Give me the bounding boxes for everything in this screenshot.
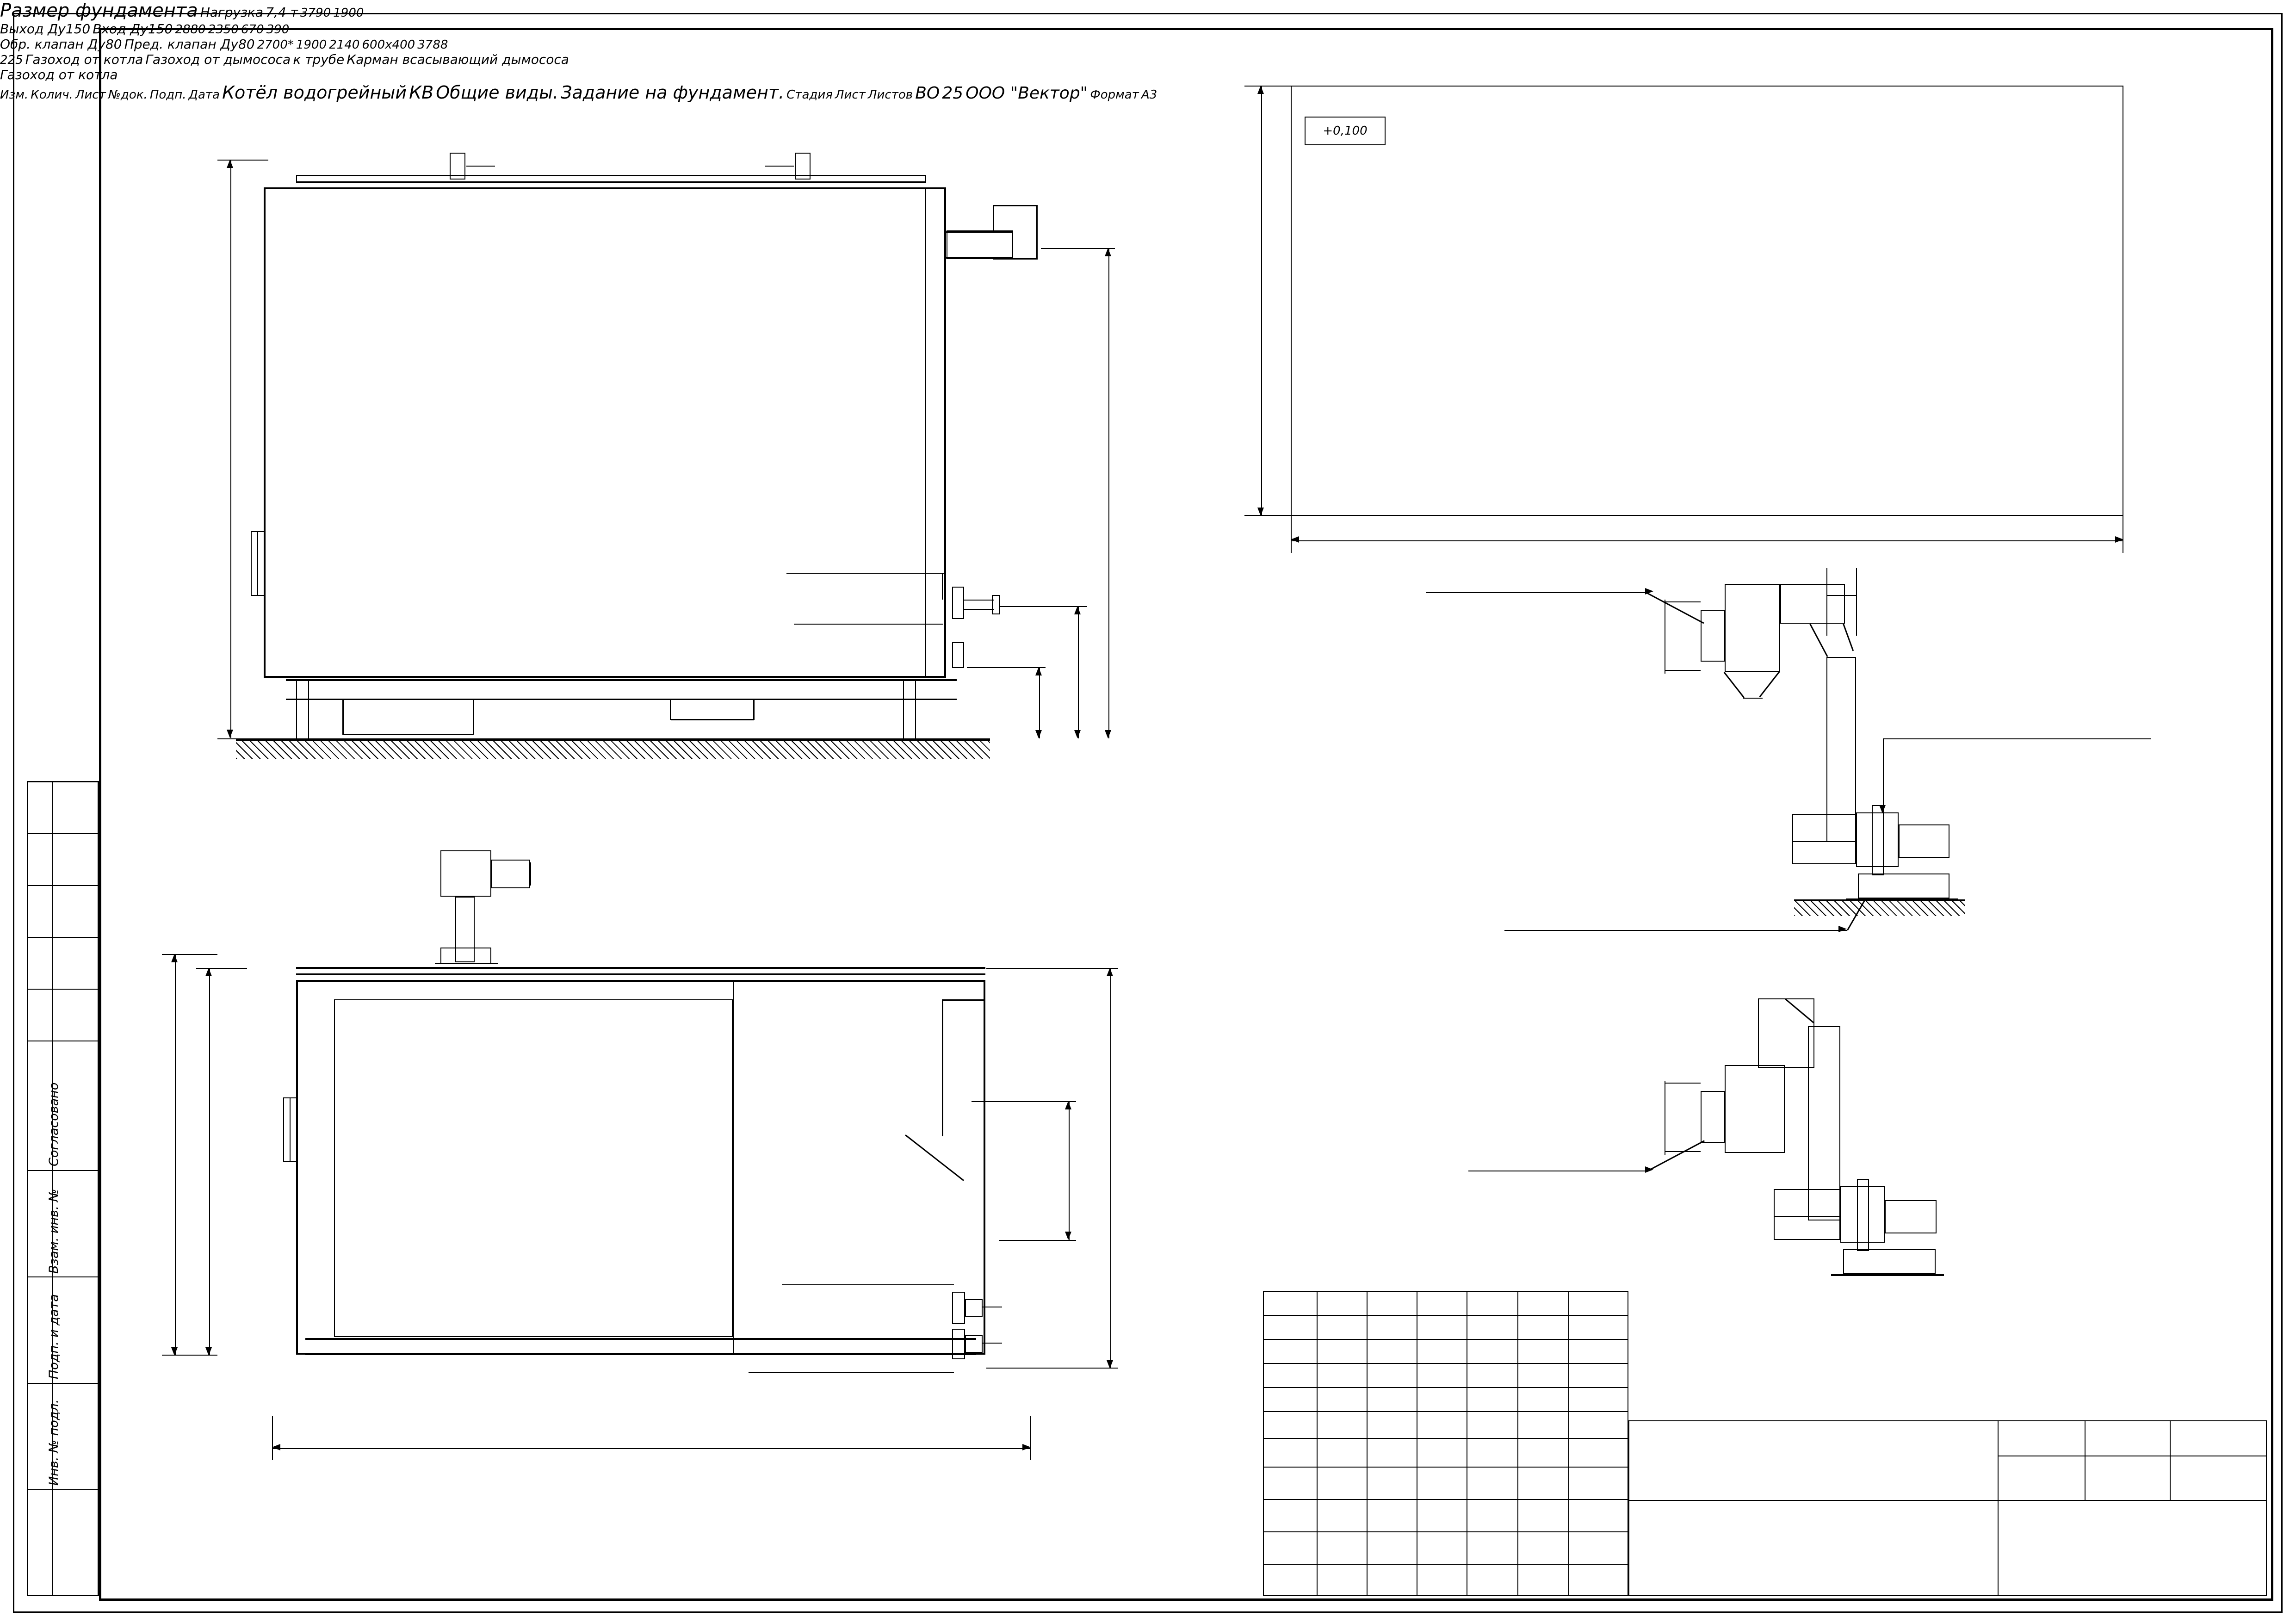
burner-flange	[440, 948, 491, 964]
flue-225-dim: 225	[0, 53, 23, 67]
rev-header-izm: Изм.	[0, 88, 29, 102]
stage-header: Стадия	[786, 88, 833, 102]
rev-header-list: Лист	[75, 88, 106, 102]
check-valve-label: Обр. клапан Ду80	[0, 37, 122, 52]
lifting-lug-left	[450, 153, 465, 180]
check-valve-du80	[965, 1299, 983, 1317]
front-2140-dim-line	[1110, 968, 1111, 1369]
front-1900-dim: 1900	[296, 38, 327, 52]
side-total-height-dim: 2880	[175, 23, 206, 37]
side-2350-dim: 2350	[208, 23, 239, 37]
elevation-mark-box	[1305, 117, 1386, 145]
suction-pocket-label: Карман всасывающий дымососа	[347, 52, 569, 67]
load-value: 7,4 т	[266, 5, 298, 20]
revision-table	[1263, 1291, 1628, 1596]
sheets-header: Листов	[867, 88, 913, 102]
cyclone-body	[1725, 584, 1780, 672]
suction-pocket-lower	[1774, 1189, 1840, 1240]
front-2140-dim: 2140	[329, 38, 360, 52]
gas-duct-from-boiler-label-upper: Газоход от котла	[25, 52, 143, 67]
gas-duct-from-boiler-label-lower: Газоход от котла	[0, 67, 118, 82]
rev-header-ndok: №док.	[108, 88, 148, 102]
stamp-label-vzam-inv: Взам. инв. №	[47, 1189, 61, 1274]
format-value: А3	[1141, 88, 1157, 102]
flue-box-lower	[1725, 1065, 1785, 1153]
foundation-title: Размер фундамента	[0, 0, 198, 21]
flue-225-dim-line	[1826, 595, 1856, 596]
side-390-dim: 390	[266, 23, 290, 37]
load-label: Нагрузка	[200, 5, 264, 20]
gas-duct-to-chimney-label-l2: к трубе	[293, 52, 345, 67]
gas-duct-to-chimney-label-l1: Газоход от дымососа	[145, 52, 291, 67]
fan-motor-upper	[1899, 824, 1949, 858]
lifting-lug-right	[795, 153, 811, 180]
stamp-label-soglasovano: Согласовано	[47, 1082, 61, 1166]
doc-name-line2: Задание на фундамент.	[561, 82, 785, 103]
front-length-dim: 3788	[417, 38, 448, 52]
flue-cone-upper	[993, 206, 994, 232]
object-name-line1: Котёл водогрейный	[222, 82, 407, 103]
stage-value: ВО	[915, 84, 940, 103]
flue-transition-upper	[1701, 610, 1725, 662]
front-2700-dim-line	[175, 954, 176, 1355]
foundation-width-dim-line	[1291, 540, 2123, 541]
elevation-mark-text: +0,100	[1323, 124, 1368, 138]
blower-housing	[440, 850, 491, 897]
company-name: ООО "Вектор"	[965, 84, 1088, 103]
safety-valve-label: Пред. клапан Ду80	[124, 37, 255, 52]
title-block-main	[1628, 1420, 2267, 1596]
object-name-line2: КВ	[409, 82, 434, 103]
rev-header-kolich: Колич.	[31, 88, 73, 102]
side-670-dim-line	[1078, 606, 1079, 738]
fan-inlet-flange-upper	[1872, 805, 1884, 875]
inlet-label: Вход Ду150	[93, 21, 173, 37]
foundation-height-dim-line	[1261, 86, 1262, 516]
sheet-header: Лист	[835, 88, 866, 102]
side-670-dim: 670	[241, 23, 264, 37]
fan-base-lower	[1843, 1249, 1936, 1274]
sheet-value: 25	[942, 84, 964, 103]
front-length-dim-line	[272, 1448, 1031, 1449]
inlet-nozzle-du150	[952, 642, 964, 668]
ground-hatch-flue-upper	[1794, 900, 1965, 916]
side-height-dim-line	[230, 160, 231, 738]
safety-valve-du80	[965, 1335, 983, 1353]
boiler-side-body	[264, 187, 946, 678]
stamp-label-podp-data: Подп. и дата	[47, 1294, 61, 1379]
format-label: Формат	[1090, 88, 1139, 102]
front-600x400-dim: 600х400	[362, 38, 415, 52]
foundation-height-dim: 1900	[333, 6, 364, 20]
fan-motor-lower	[1885, 1200, 1937, 1233]
flue-elbow-lower	[1758, 998, 1814, 1068]
flue-elbow-upper	[1780, 584, 1845, 624]
foundation-outline	[1291, 86, 2123, 516]
outlet-label: Выход Ду150	[0, 21, 91, 37]
suction-pocket-upper	[1792, 814, 1856, 864]
fan-base-upper	[1858, 873, 1949, 898]
side-390-dim-line	[1039, 667, 1040, 738]
foundation-width-dim: 3790	[300, 6, 331, 20]
flue-outlet-side	[947, 230, 1013, 259]
flue-transition-lower	[1701, 1091, 1725, 1143]
rev-header-podp: Подп.	[149, 88, 186, 102]
front-1900-dim-line	[209, 968, 210, 1355]
doc-name-line1: Общие виды.	[436, 82, 559, 103]
rev-header-data: Дата	[188, 88, 220, 102]
fan-inlet-flange-lower	[1857, 1179, 1869, 1251]
front-2700-dim: 2700*	[257, 38, 294, 52]
front-600x400-dim-line	[1069, 1101, 1070, 1240]
outlet-nozzle-du150	[952, 587, 964, 619]
left-margin-stamp	[27, 781, 99, 1596]
blower-motor	[491, 860, 530, 888]
ground-hatch-side	[236, 740, 990, 759]
boiler-front-chamber	[334, 999, 733, 1337]
side-2350-dim-line	[1108, 248, 1109, 738]
stamp-label-inv-podl: Инв. № подл.	[47, 1399, 61, 1486]
